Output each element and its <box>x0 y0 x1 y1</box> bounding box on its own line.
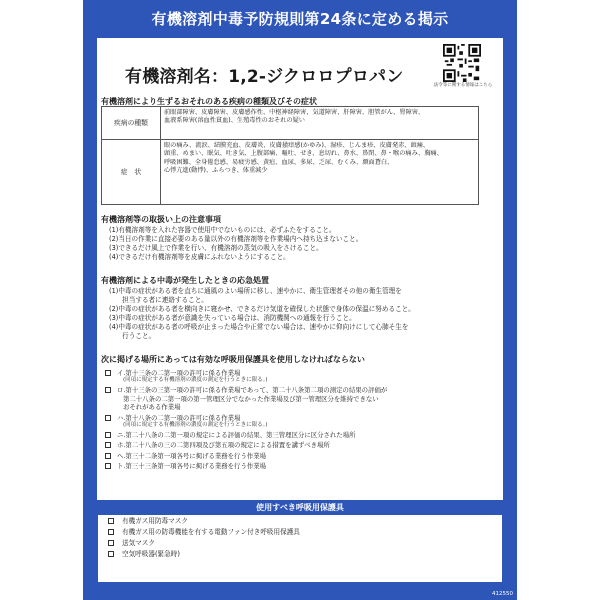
precaution-line: (4)できるだけ有機溶剤等を皮膚にふれないようにすること。 <box>109 253 290 261</box>
disease-table <box>101 106 479 205</box>
product-code: 412550 <box>492 591 513 597</box>
section-heading-places: 次に掲げる場所にあっては有効な呼吸用保護具を使用しなければならない <box>101 355 365 364</box>
list-item <box>103 386 503 411</box>
checkbox[interactable] <box>108 540 114 546</box>
place-text: ハ.第十八条の二第一項の許可に係る作業場 <box>117 413 241 422</box>
symptom-label: 症 状 <box>102 140 161 205</box>
list-item <box>103 369 503 384</box>
places-checklist <box>103 369 503 473</box>
respirator-text: 空気呼吸器(緊急時) <box>122 550 180 558</box>
symptom-cell <box>161 140 479 205</box>
disease-type-cell <box>161 107 479 140</box>
checkbox[interactable] <box>105 453 111 459</box>
section-heading-diseases: 有機溶剤により生ずるおそれのある疾病の種類及びその症状 <box>101 97 317 106</box>
symptom-line: 眼の痛み、流涙、結膜充血、皮膚炎、皮膚掻痒感(かゆみ)、湿疹、じんま疹、皮膚発赤、頭痛、 <box>164 142 430 149</box>
checkbox[interactable] <box>108 529 114 535</box>
list-item <box>103 441 503 449</box>
list-item <box>98 528 502 537</box>
precaution-line: (1)有機溶剤等を入れた容器で使用中でないものには、必ずふたをすること。 <box>109 226 336 234</box>
qr-code-icon <box>443 44 481 82</box>
list-item <box>103 452 503 460</box>
place-subtext: (同項に規定する有機溶剤の濃度の測定を行うときに限る。) <box>123 377 268 384</box>
checkbox[interactable] <box>105 415 111 421</box>
table-row <box>102 107 479 140</box>
sign-title: 有機溶剤中毒予防規則第24条に定める掲示 <box>151 10 449 28</box>
list-item <box>98 517 502 526</box>
list-item <box>103 414 503 429</box>
checkbox[interactable] <box>108 551 114 557</box>
place-text: イ.第十三条の二第一項の許可に係る作業場 <box>117 369 241 377</box>
first-aid-line: (2)中毒の症状がある者を横向きに寝かせ、できるだけ気道を確保した状態で身体の保温に努めること。 <box>109 305 415 313</box>
table-row <box>102 140 479 205</box>
checkbox[interactable] <box>105 463 111 469</box>
section-heading-precautions: 有機溶剤等の取扱い上の注意事項 <box>101 215 221 224</box>
list-item <box>103 431 503 439</box>
precaution-line: (2)当日の作業に直接必要のある量以外の有機溶剤等を作業場内へ持ち込まないこと。 <box>109 235 363 243</box>
checkbox[interactable] <box>108 518 114 524</box>
place-text: ヘ.第三十二条第一項各号に掲げる業務を行う作業場 <box>117 451 267 460</box>
first-aid-line: 行うこと。 <box>109 332 156 340</box>
first-aid-line: 担当する者に連絡すること。 <box>109 296 208 304</box>
checkbox[interactable] <box>105 442 111 448</box>
disease-line: 血液系障害(溶血性貧血)、生殖毒性のおそれの疑い <box>164 117 305 125</box>
place-text: ホ.第二十八条の三の二第四項及び第五項の規定による措置を講ずべき場所 <box>117 441 330 450</box>
place-text: ニ.第二十八条の二第一項の規定による評価の結果、第三管理区分に区分された場所 <box>117 431 356 440</box>
disease-type-label: 疾病の種類 <box>102 107 161 140</box>
list-item <box>98 539 502 548</box>
section-heading-first-aid: 有機溶剤による中毒が発生したときの応急処置 <box>101 276 269 285</box>
place-text: ト.第三十三条第一項各号に掲げる業務を行う作業場 <box>117 462 267 471</box>
list-item <box>103 462 503 470</box>
respirator-box <box>97 500 503 583</box>
place-subtext: (同項に規定する有機溶剤の濃度の測定を行うときに限る。) <box>123 422 268 429</box>
first-aid-line: (3)中毒の症状がある者が意識を失っている場合は、消防機関への通報を行うこと。 <box>109 314 356 322</box>
first-aid-line: (1)中毒の症状がある者を直ちに通風のよい場所に移し、速やかに、衛生管理者その他の衛生管理を <box>109 287 402 295</box>
disease-line: 前眼部障害、皮膚障害、皮膚感作性、中枢神経障害、気道障害、肝障害、胆管がん、腎障害、 <box>164 109 425 116</box>
checkbox[interactable] <box>105 370 111 376</box>
respirator-text: 送気マスク <box>122 539 155 547</box>
precaution-line: (3)できるだけ風上で作業を行い、有機溶剤の蒸気の吸入をさけること。 <box>109 244 323 252</box>
qr-note: 法令等に関する情報はこちら <box>433 83 493 88</box>
solvent-name: 有機溶剤名：1,2-ジクロロプロパン <box>125 67 404 87</box>
content-panel <box>97 38 503 583</box>
first-aid-line: (4)中毒の症状がある者の呼吸が止まった場合や正常でない場合は、速やかに仰向けにして心肺そ生を <box>109 323 409 331</box>
symptom-line: 呼吸困難、全身倦怠感、易疲労感、黄疸、血尿、多尿、乏尿、むくみ、顔面蒼白、 <box>164 158 394 166</box>
symptom-line: 頭重、めまい、眠気、吐き気、上腹部痛、嘔吐、せき、息切れ、鼻水、鼻閉、鼻・喉の痛み、胸痛、 <box>164 150 443 158</box>
respirator-text: 有機ガス用の防毒機能を有する電動ファン付き呼吸用保護具 <box>122 528 300 536</box>
respirator-heading: 使用すべき呼吸用保護具 <box>98 501 502 515</box>
place-text: ロ.第十三条の三第一項の許可に係る作業場であって、第二十八条第二項の測定の結果の評価が <box>117 386 388 395</box>
symptom-line: 心悸亢進(動悸)、ふらつき、体重減少 <box>164 167 268 175</box>
place-text-cont: 第二十八条の二第一項の第一管理区分でなかった作業場及び第一管理区分を維持できない <box>123 394 379 403</box>
list-item <box>98 550 502 559</box>
checkbox[interactable] <box>105 432 111 438</box>
place-text-cont: おそれがある作業場 <box>123 403 181 412</box>
checkbox[interactable] <box>105 387 111 393</box>
respirator-text: 有機ガス用防毒マスク <box>122 517 188 525</box>
sign-board <box>83 0 517 600</box>
